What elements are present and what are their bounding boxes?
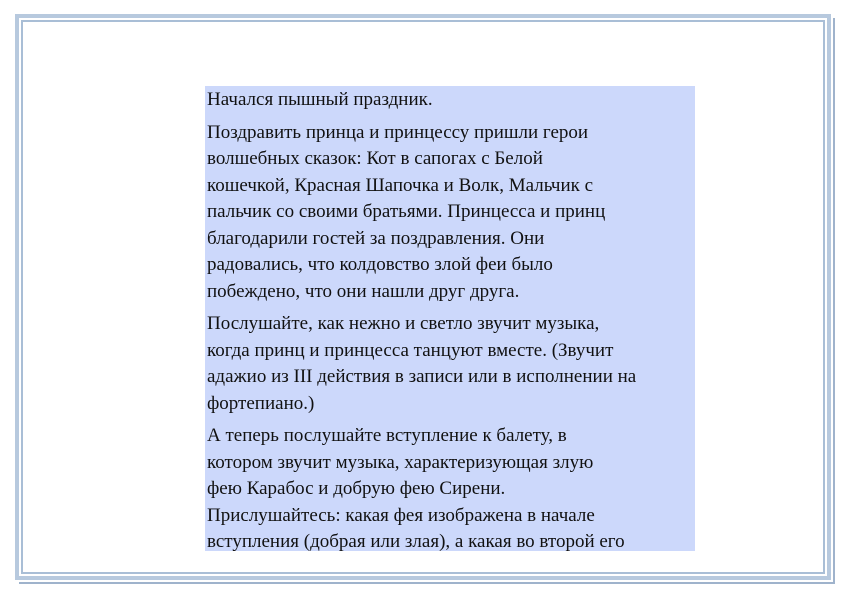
text-line: радовались, что колдовство злой феи было bbox=[207, 254, 553, 275]
text-line: адажио из III действия в записи или в исполнении на bbox=[207, 366, 637, 387]
text-line: пальчик со своими братьями. Принцесса и принц bbox=[207, 201, 606, 222]
text-line: Послушайте, как нежно и светло звучит музыка, bbox=[207, 313, 600, 334]
text-line: благодарили гостей за поздравления. Они bbox=[207, 227, 545, 249]
text-line: А теперь послушайте вступление к балету, в bbox=[207, 425, 567, 446]
text-line: вступления (добрая или злая), а какая во второй его bbox=[207, 531, 625, 551]
text-line: Прислушайтесь: какая фея изображена в начале bbox=[207, 504, 595, 526]
text-line: побеждено, что они нашли друг друга. bbox=[207, 280, 520, 302]
slide-text-panel bbox=[205, 86, 695, 551]
paragraph-adagio bbox=[207, 311, 693, 417]
text-line: кошечкой, Красная Шапочка и Волк, Мальчик с bbox=[207, 174, 594, 196]
paragraph-introduction bbox=[207, 423, 693, 551]
paragraph-guests bbox=[207, 120, 693, 306]
text-line: фортепиано.) bbox=[207, 392, 315, 414]
text-line: котором звучит музыка, характеризующая злую bbox=[207, 451, 594, 473]
text-line: фею Карабос и добрую фею Сирени. bbox=[207, 478, 506, 499]
text-line: Поздравить принца и принцессу пришли герои bbox=[207, 121, 589, 143]
paragraph-celebration bbox=[207, 87, 693, 114]
text-line: когда принц и принцесса танцуют вместе. (Звучит bbox=[207, 339, 614, 361]
text-line: волшебных сказок: Кот в сапогах с Белой bbox=[207, 148, 543, 169]
text-line: Начался пышный праздник. bbox=[207, 89, 433, 110]
